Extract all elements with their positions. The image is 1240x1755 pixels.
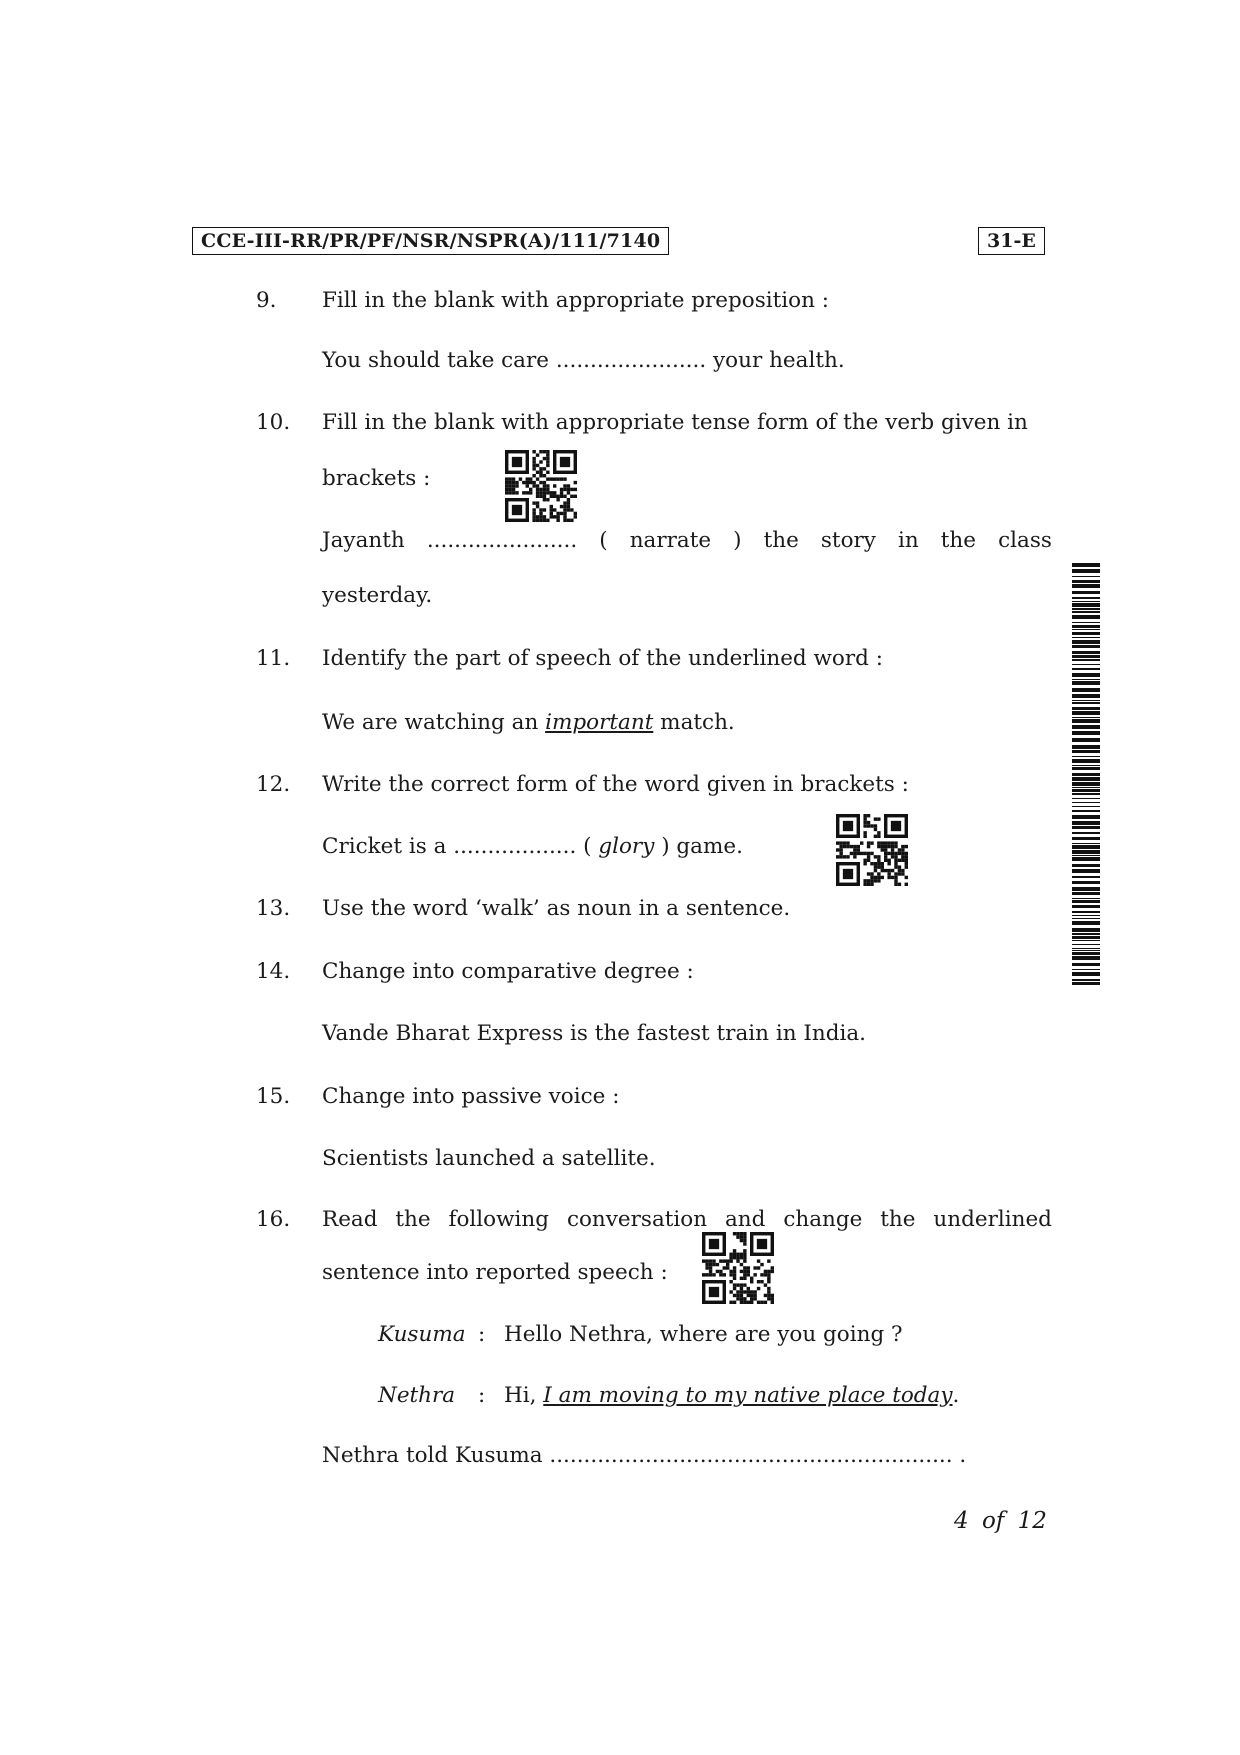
question-number: 14.: [256, 959, 291, 984]
dialogue-line: [378, 1382, 959, 1410]
underlined-word: important: [545, 710, 654, 735]
dialogue-line: [378, 1321, 903, 1349]
dialogue-text: .: [952, 1383, 960, 1408]
sentence-part: ) game.: [654, 834, 743, 859]
question-word: and: [724, 1207, 766, 1232]
sentence-word: narrate: [629, 528, 712, 553]
sentence-word: the: [940, 528, 977, 553]
question-number: 11.: [256, 646, 291, 671]
question-number: 15.: [256, 1084, 291, 1109]
question-sentence-continued: yesterday.: [322, 583, 433, 608]
question-text-continued: brackets :: [322, 466, 431, 491]
question-number: 9.: [256, 288, 277, 313]
sentence-word: the: [763, 528, 799, 553]
sentence-word: ): [733, 528, 742, 553]
question-word: the: [880, 1207, 916, 1232]
barcode-icon: [1072, 563, 1100, 985]
sentence-word: story: [820, 528, 876, 553]
question-word: conversation: [566, 1207, 708, 1232]
question-sentence: [322, 709, 735, 737]
question-number: 10.: [256, 410, 291, 435]
subject-code-box: 31-E: [978, 227, 1045, 255]
sentence-part: Cricket is a .................. (: [322, 834, 599, 859]
sentence-word: class: [998, 528, 1052, 553]
question-word: underlined: [933, 1207, 1052, 1232]
question-number: 12.: [256, 772, 291, 797]
question-text: Write the correct form of the word given in brackets :: [322, 772, 909, 797]
sentence-part: We are watching an: [322, 710, 546, 735]
sentence-word: ......................: [426, 528, 578, 553]
underlined-sentence: I am moving to my native place today: [543, 1383, 953, 1408]
speaker-separator: :: [478, 1322, 486, 1347]
question-word: Read: [322, 1207, 378, 1232]
question-word: the: [395, 1207, 431, 1232]
bracket-word: glory: [598, 834, 655, 859]
qr-code-icon: [702, 1232, 774, 1304]
question-number: 16.: [256, 1207, 291, 1232]
question-number: 13.: [256, 896, 291, 921]
paper-code-box: CCE-III-RR/PR/PF/NSR/NSPR(A)/111/7140: [192, 227, 669, 255]
question-sentence: Vande Bharat Express is the fastest train in India.: [322, 1021, 867, 1046]
qr-code-icon: [505, 450, 577, 522]
sentence-part: match.: [653, 710, 735, 735]
question-sentence: [322, 527, 1052, 555]
question-sentence: You should take care ...................... your health.: [322, 348, 845, 373]
sentence-word: (: [599, 528, 608, 553]
question-text: Fill in the blank with appropriate tense form of the verb given in: [322, 410, 1028, 435]
dialogue-text: Hello Nethra, where are you going ?: [504, 1322, 903, 1347]
dialogue-text: Hi,: [504, 1383, 544, 1408]
question-text: Identify the part of speech of the underlined word :: [322, 646, 883, 671]
speaker-separator: :: [478, 1383, 486, 1408]
sentence-word: Jayanth: [322, 528, 405, 553]
question-sentence: Scientists launched a satellite.: [322, 1146, 656, 1171]
question-text-continued: sentence into reported speech :: [322, 1260, 668, 1285]
question-text: Use the word ‘walk’ as noun in a sentence.: [322, 896, 791, 921]
speaker-name: Kusuma: [378, 1322, 466, 1347]
page-number: 4 of 12: [954, 1508, 1047, 1534]
qr-code-icon: [836, 814, 908, 886]
question-word: change: [783, 1207, 863, 1232]
question-text: Change into comparative degree :: [322, 959, 694, 984]
question-text: [322, 1206, 1052, 1234]
answer-line: Nethra told Kusuma ........................................................... .: [322, 1443, 967, 1468]
speaker-name: Nethra: [378, 1383, 456, 1408]
question-text: Fill in the blank with appropriate preposition :: [322, 288, 830, 313]
sentence-word: in: [898, 528, 919, 553]
question-sentence: [322, 833, 743, 861]
question-text: Change into passive voice :: [322, 1084, 620, 1109]
question-word: following: [448, 1207, 550, 1232]
